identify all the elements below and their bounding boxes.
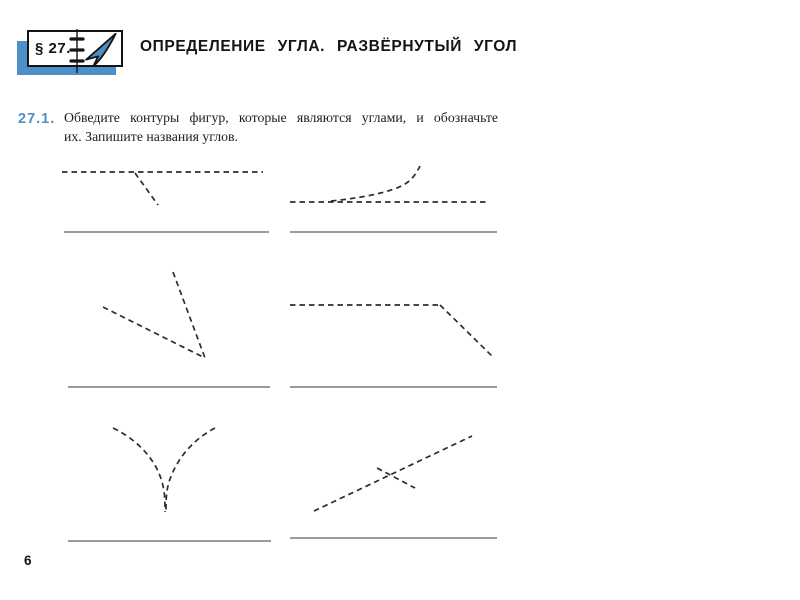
figure-2-line-with-tangent-curve <box>290 166 497 232</box>
figure-4-bent-polyline <box>290 305 497 387</box>
exercise-text-line2: их. Запишите названия углов. <box>64 128 238 144</box>
page-number: 6 <box>24 553 32 568</box>
dashed-stroke <box>173 272 205 358</box>
dashed-stroke <box>103 307 205 358</box>
page-title: ОПРЕДЕЛЕНИЕ УГЛА. РАЗВЁРНУТЫЙ УГОЛ <box>140 38 518 55</box>
figure-3-angle-of-two-rays <box>68 272 270 387</box>
dashed-stroke <box>314 436 472 511</box>
figure-1-line-with-oblique-ray <box>62 172 269 232</box>
figure-6-crossing-segments <box>290 436 497 538</box>
exercise-text-line1: Обведите контуры фигур, которые являются углами, и обозначьте <box>64 110 498 125</box>
exercise-number: 27.1. <box>18 111 56 127</box>
dashed-stroke <box>331 166 420 201</box>
section-number: § 27. <box>35 40 71 57</box>
dashed-stroke <box>440 305 493 357</box>
dashed-stroke <box>113 428 165 512</box>
dashed-stroke <box>135 173 158 205</box>
dashed-stroke <box>166 428 215 512</box>
figure-5-curved-vee <box>68 428 271 541</box>
